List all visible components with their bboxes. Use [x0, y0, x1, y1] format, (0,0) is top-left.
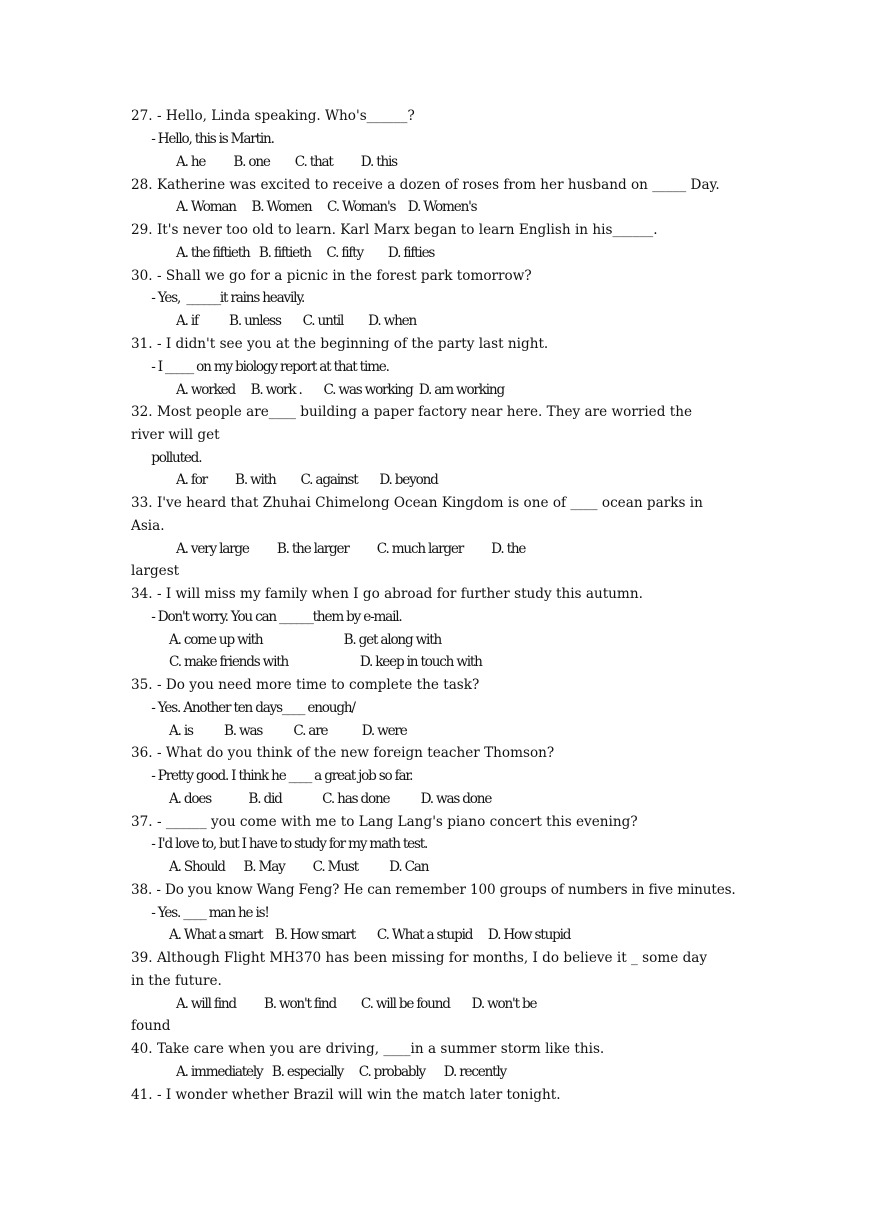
question-39-stem: 39. Although Flight MH370 has been missing for months, I do believe it _ some day [131, 950, 708, 966]
question-39-options-cont: found [131, 1018, 171, 1034]
question-33-stem-cont: Asia. [131, 518, 165, 534]
question-28-options: A. Woman B. Women C. Woman's D. Women's [176, 199, 477, 215]
question-39-stem-cont: in the future. [131, 973, 222, 989]
question-34-options-1: A. come up with B. get along with [169, 632, 442, 648]
question-34-options-2: C. make friends with D. keep in touch with [169, 654, 482, 670]
question-39-options: A. will find B. won't find C. will be found D. won't be [176, 996, 537, 1012]
question-32-stem: 32. Most people are____ building a paper factory near here. They are worried the [131, 404, 693, 420]
question-30-options: A. if B. unless C. until D. when [176, 313, 417, 329]
question-30-reply: - Yes, ______it rains heavily. [145, 290, 305, 306]
question-33-options-cont: largest [131, 563, 180, 579]
question-31-stem: 31. - I didn't see you at the beginning of the party last night. [131, 336, 549, 352]
question-38-stem: 38. - Do you know Wang Feng? He can remember 100 groups of numbers in five minutes. [131, 882, 736, 898]
question-38-options: A. What a smart B. How smart C. What a stupid D. How stupid [169, 927, 571, 943]
question-27-reply: - Hello, this is Martin. [145, 131, 274, 147]
question-37-reply: - I'd love to, but I have to study for my math test. [145, 836, 428, 852]
question-40-options: A. immediately B. especially C. probably D. recently [176, 1064, 507, 1080]
question-29-stem: 29. It's never too old to learn. Karl Marx began to learn English in his______. [131, 222, 658, 238]
question-31-reply: - I _____ on my biology report at that time. [145, 359, 389, 375]
question-38-reply: - Yes. ____ man he is! [145, 905, 269, 921]
question-32-stem-cont2: polluted. [145, 450, 202, 466]
question-34-reply: - Don't worry. You can ______them by e-mail. [145, 609, 402, 625]
question-27-stem: 27. - Hello, Linda speaking. Who's______? [131, 108, 415, 124]
question-35-reply: - Yes. Another ten days____ enough/ [145, 700, 355, 716]
question-37-stem: 37. - ______ you come with me to Lang Lang's piano concert this evening? [131, 814, 638, 830]
question-30-stem: 30. - Shall we go for a picnic in the forest park tomorrow? [131, 268, 532, 284]
question-36-reply: - Pretty good. I think he ____ a great job so far. [145, 768, 413, 784]
question-27-options: A. he B. one C. that D. this [176, 154, 397, 170]
question-34-stem: 34. - I will miss my family when I go abroad for further study this autumn. [131, 586, 643, 602]
question-37-options: A. Should B. May C. Must D. Can [169, 859, 429, 875]
question-32-options: A. for B. with C. against D. beyond [176, 472, 438, 488]
question-33-options: A. very large B. the larger C. much larger D. the [176, 541, 526, 557]
question-28-stem: 28. Katherine was excited to receive a dozen of roses from her husband on _____ Day. [131, 177, 720, 193]
question-40-stem: 40. Take care when you are driving, ____in a summer storm like this. [131, 1041, 605, 1057]
question-41-stem: 41. - I wonder whether Brazil will win the match later tonight. [131, 1087, 561, 1103]
question-33-stem: 33. I've heard that Zhuhai Chimelong Ocean Kingdom is one of ____ ocean parks in [131, 495, 703, 511]
question-35-options: A. is B. was C. are D. were [169, 723, 407, 739]
question-29-options: A. the fiftieth B. fiftieth C. fifty D. fifties [176, 245, 435, 261]
question-31-options: A. worked B. work . C. was working D. am working [176, 382, 504, 398]
question-35-stem: 35. - Do you need more time to complete the task? [131, 677, 480, 693]
question-36-stem: 36. - What do you think of the new foreign teacher Thomson? [131, 745, 555, 761]
question-36-options: A. does B. did C. has done D. was done [169, 791, 492, 807]
question-32-stem-cont: river will get [131, 427, 220, 443]
